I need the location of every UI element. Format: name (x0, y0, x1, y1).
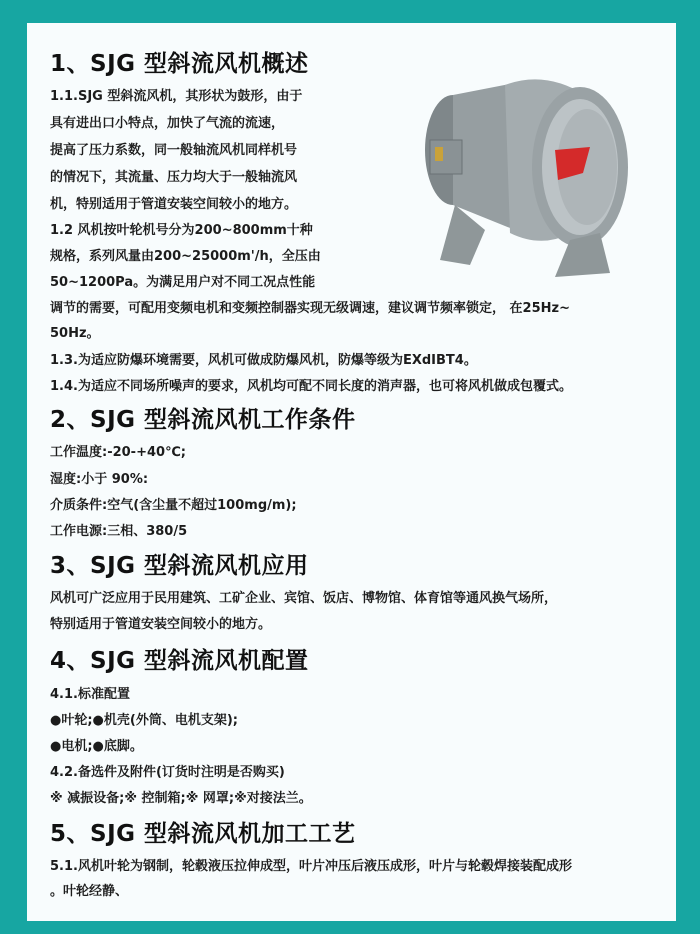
section-4-line: ●电机;●底脚。 (50, 739, 143, 754)
section-2-line: 介质条件:空气(含尘量不超过100mg/m); (50, 498, 297, 513)
section-1-line: 1.3.为适应防爆环境需要，风机可做成防爆风机，防爆等级为EXdIBT4。 (50, 353, 477, 368)
section-1-line: 机，特别适用于管道安装空间较小的地方。 (50, 197, 298, 212)
section-1-line: 的情况下，其流量、压力均大于一般轴流风 (50, 170, 298, 185)
section-1-line: 1.2 风机按叶轮机号分为200~800mm十种 (50, 223, 313, 238)
section-1-line: 调节的需要，可配用变频电机和变频控制器实现无级调速，建议调节频率锁定， 在25Hz~ (50, 301, 570, 316)
section-4-line: 4.2.备选件及附件(订货时注明是否购买) (50, 765, 285, 780)
section-1-heading: 1、SJG 型斜流风机概述 (50, 51, 309, 77)
section-1-line: 具有进出口小特点，加快了气流的流速， (50, 116, 285, 131)
section-4-heading: 4、SJG 型斜流风机配置 (50, 648, 309, 674)
section-1-line: 提高了压力系数，同一般轴流风机同样机号 (50, 143, 298, 158)
section-4-line: ●叶轮;●机壳(外筒、电机支架); (50, 713, 238, 728)
section-5-heading: 5、SJG 型斜流风机加工工艺 (50, 821, 356, 847)
section-4-line: ※ 减振设备;※ 控制箱;※ 网罩;※对接法兰。 (50, 791, 312, 806)
section-3-line: 风机可广泛应用于民用建筑、工矿企业、宾馆、饭店、博物馆、体育馆等通风换气场所， (50, 591, 558, 606)
section-1-line: 1.4.为适应不同场所噪声的要求，风机均可配不同长度的消声器，也可将风机做成包覆式。 (50, 379, 572, 394)
section-2-heading: 2、SJG 型斜流风机工作条件 (50, 407, 356, 433)
section-1-line: 规格，系列风量由200~25000m'/h，全压由 (50, 249, 321, 264)
section-5-line: 。叶轮经静、 (50, 884, 129, 899)
section-3-heading: 3、SJG 型斜流风机应用 (50, 553, 309, 579)
section-1-line: 50~1200Pa。为满足用户对不同工况点性能 (50, 275, 316, 290)
section-2-line: 工作电源:三相、380/5 (50, 524, 188, 539)
section-5-line: 5.1.风机叶轮为钢制，轮毂液压拉伸成型，叶片冲压后液压成形，叶片与轮毂焊接装配成形 (50, 859, 572, 874)
section-1-line: 1.1.SJG 型斜流风机，其形状为鼓形，由于 (50, 89, 303, 104)
section-4-line: 4.1.标准配置 (50, 687, 130, 702)
document-panel (27, 23, 676, 921)
section-3-line: 特别适用于管道安装空间较小的地方。 (50, 617, 272, 632)
section-2-line: 工作温度:-20-+40℃; (50, 445, 187, 460)
fan-product-image (395, 55, 645, 285)
section-1-line: 50Hz。 (50, 326, 100, 341)
section-2-line: 湿度:小于 90%: (50, 472, 149, 487)
